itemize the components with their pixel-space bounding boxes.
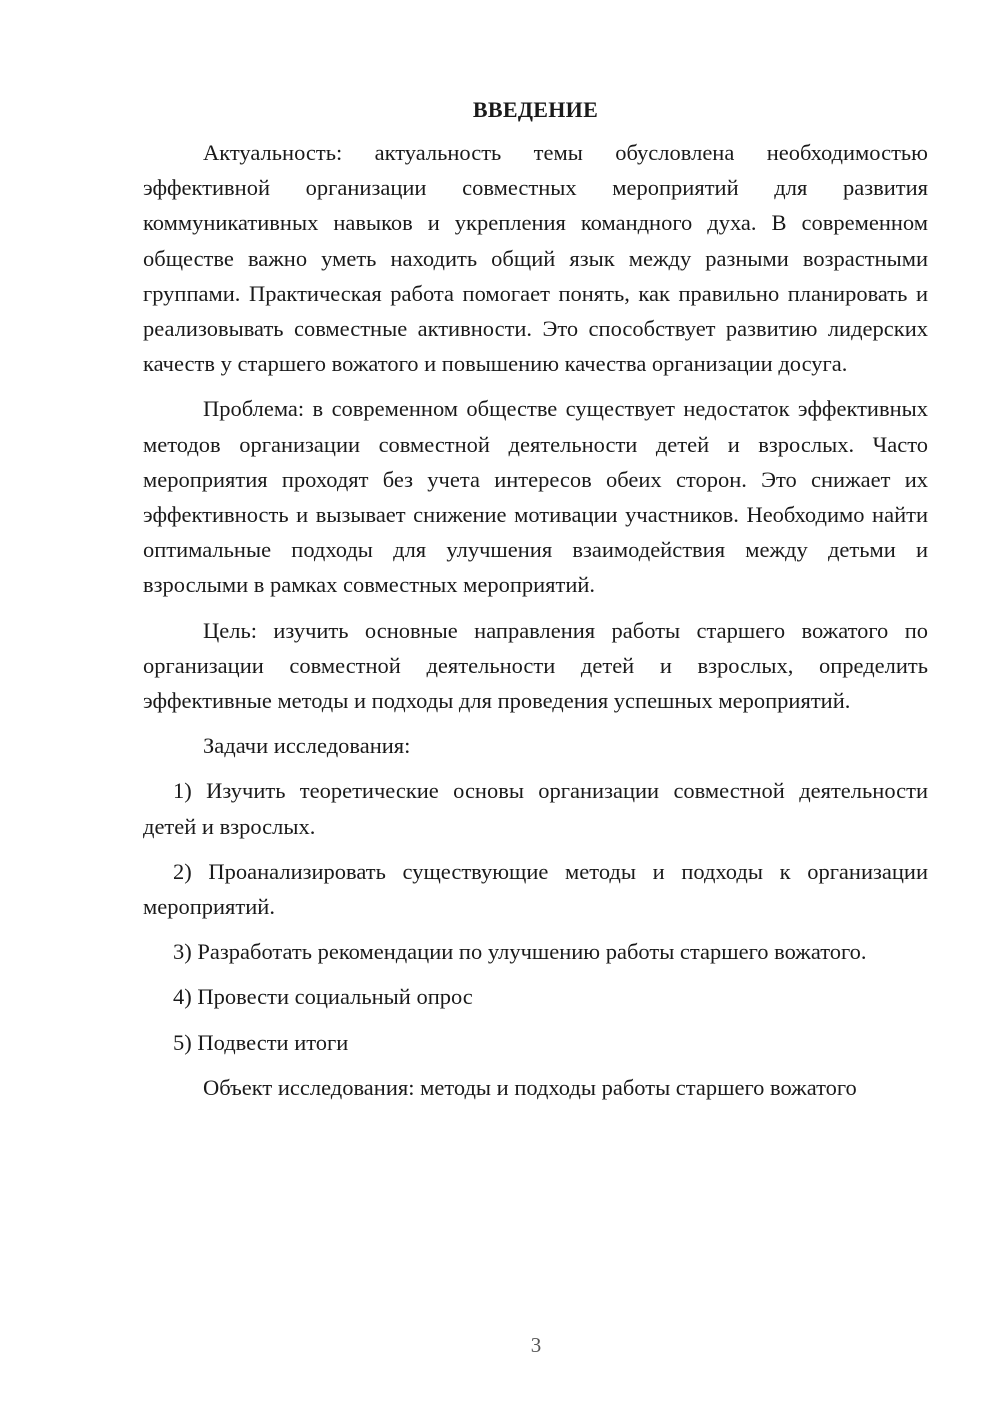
task-item-5: 5) Подвести итоги (173, 1029, 349, 1055)
problem-paragraph: Проблема: в современном обществе существует недостаток эффективных методов организации совместной деятельности детей и взрослых. Часто мероприятия проходят без учета интересов обеих сторон. Это снижает их эффективность и вызывает снижение мотивации участников. Необходимо найти оптимальные подходы для улучшения взаимодействия между детьми и взрослыми в рамках совместных мероприятий. (143, 396, 928, 598)
task-item-1: 1) Изучить теоретические основы организации совместной деятельности детей и взрослых. (143, 778, 928, 839)
object-paragraph: Объект исследования: методы и подходы работы старшего вожатого (203, 1074, 857, 1100)
task-item-2: 2) Проанализировать существующие методы и подходы к организации мероприятий. (143, 858, 928, 920)
document-page (143, 92, 928, 1105)
section-title: ВВЕДЕНИЕ (472, 97, 599, 122)
task-item-3: 3) Разработать рекомендации по улучшению работы старшего вожатого. (173, 939, 867, 965)
task-item-4: 4) Провести социальный опрос (173, 984, 473, 1010)
goal-paragraph: Цель: изучить основные направления работы старшего вожатого по организации совместной деятельности детей и взрослых, определить эффективные методы и подходы для проведения успешных мероприятий. (143, 617, 928, 714)
relevance-paragraph: Актуальность: актуальность темы обусловлена необходимостью эффективной организации совместных мероприятий для развития коммуникативных навыков и укрепления командного духа. В современном обществе важно уметь находить общий язык между разными возрастными группами. Практическая работа помогает понять, как правильно планировать и реализовывать совместные активности. Это способствует развитию лидерских качеств у старшего вожатого и повышению качества организации досуга. (143, 140, 928, 377)
page-number: 3 (530, 1333, 542, 1357)
tasks-heading: Задачи исследования: (203, 733, 411, 759)
